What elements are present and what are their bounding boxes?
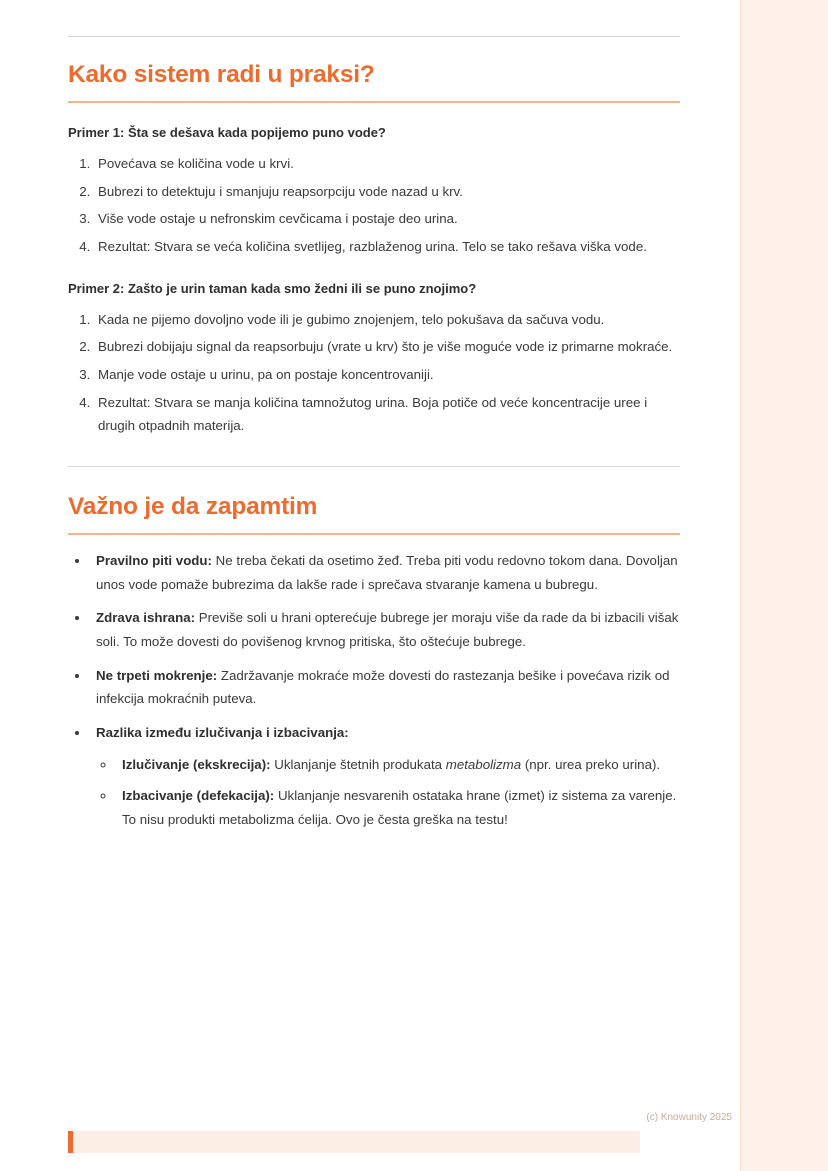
page-title: Kako sistem radi u praksi? — [68, 61, 375, 88]
important-title: Važno je da zapamtim — [68, 492, 318, 520]
list-item: 1. Povećava se količina vode u krvi. — [94, 152, 680, 176]
list-example-1 — [68, 152, 680, 259]
subheading-example-2: Primer 2: Zašto je urin taman kada smo žedni ili se puno znojimo? — [68, 280, 477, 296]
bullet-text: Zadržavanje mokraće može dovesti do rastezanja bešike i povećava rizik od infekcija mokraćnih puteva. — [96, 667, 670, 707]
bullet-lead: Ne trpeti mokrenje: — [96, 667, 218, 683]
important-bullets — [68, 549, 680, 832]
bottom-callout-accent — [68, 1131, 73, 1153]
list-item — [90, 606, 680, 653]
list-item: 2. Bubrezi to detektuju i smanjuju reapsorpciju vode nazad u krv. — [94, 180, 680, 204]
list-item — [116, 784, 680, 831]
bullet-lead: Zdrava ishrana: — [96, 610, 196, 626]
page-side-strip — [740, 0, 828, 1171]
bullet-text: Previše soli u hrani opterećuje bubrege jer moraju više da rade da bi izbacili višak soli. To može dovesti do povišenog krvnog pritiska, što oštećuje bubrege. — [96, 610, 679, 649]
list-item: 2. Bubrezi dobijaju signal da reapsorbuju (vrate u krv) što je više moguće vode iz primarne mokraće. — [94, 335, 680, 359]
sub-bullet-lead: Izlučivanje (ekskrecija): — [122, 756, 271, 772]
sub-bullet-text: Uklanjanje štetnih produkata — [270, 756, 446, 772]
copyright-note: (c) Knowunity 2025 — [646, 1112, 732, 1123]
subheading-example-1: Primer 1: Šta se dešava kada popijemo puno vode? — [68, 125, 386, 140]
important-section — [68, 493, 680, 832]
bullet-text: Ne treba čekati da osetimo žeđ. Treba piti vodu redovno tokom dana. Dovoljan unos vode pomaže bubrezima da lakše rade i sprečava stvaranje kamena u bubregu. — [96, 552, 678, 592]
list-item: 1. Kada ne pijemo dovoljno vode ili je gubimo znojenjem, telo pokušava da sačuva vodu. — [94, 308, 680, 332]
sub-bullet-lead: Izbacivanje (defekacija): — [122, 788, 275, 804]
list-item: 4. Rezultat: Stvara se manja količina tamnožutog urina. Boja potiče od veće koncentracije uree i drugih otpadnih materija. — [94, 391, 680, 438]
list-item: 3. Više vode ostaje u nefronskim cevčicama i postaje deo urina. — [94, 207, 680, 231]
list-example-2 — [68, 308, 680, 438]
sub-bullet-text-after: (npr. urea preko urina). — [521, 756, 661, 772]
bullet-lead: Razlika između izlučivanja i izbacivanja: — [96, 724, 349, 740]
important-sub-bullets — [96, 753, 680, 832]
bottom-callout-bar — [68, 1131, 640, 1153]
bullet-lead: Pravilno piti vodu: — [96, 552, 212, 568]
sub-bullet-italic: metabolizma — [445, 756, 522, 772]
list-item — [90, 664, 680, 711]
top-divider — [68, 36, 680, 37]
list-item — [116, 753, 680, 777]
list-item — [90, 721, 680, 832]
sub-bullet-text: Uklanjanje nesvarenih ostataka hrane (izmet) iz sistema za varenje. To nisu produkti metabolizma ćelija. Ovo je česta greška na testu! — [122, 788, 677, 827]
important-title-underline — [68, 533, 680, 535]
title-underline — [68, 101, 680, 103]
list-item — [90, 549, 680, 596]
list-item: 4. Rezultat: Stvara se veća količina svetlijeg, razblaženog urina. Telo se tako rešava viška vode. — [94, 235, 680, 259]
list-item: 3. Manje vode ostaje u urinu, pa on postaje koncentrovaniji. — [94, 363, 680, 387]
section-divider — [68, 466, 680, 467]
